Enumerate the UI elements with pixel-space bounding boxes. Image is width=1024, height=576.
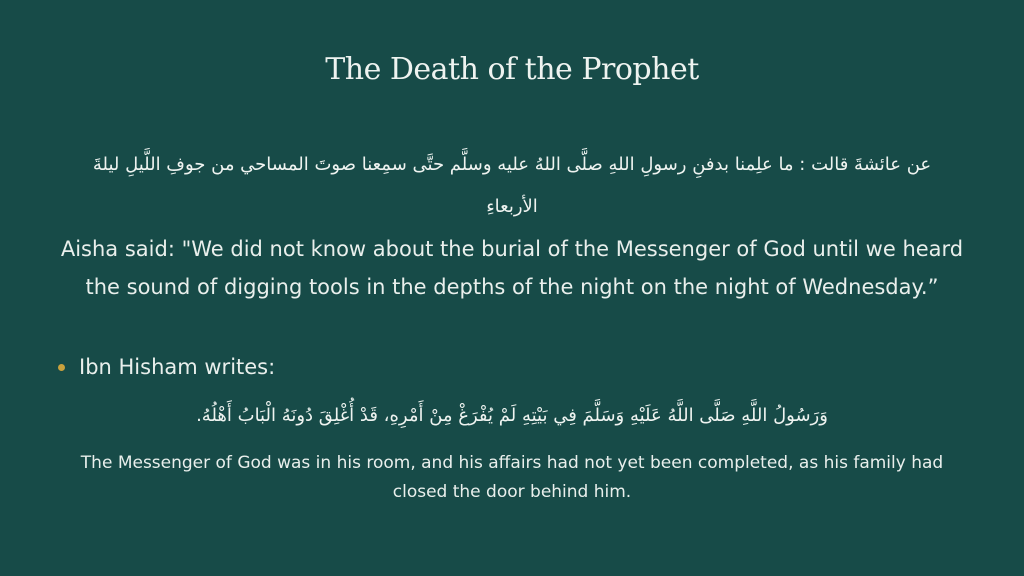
bullet-label: Ibn Hisham writes: (79, 355, 276, 379)
arabic-quote-aisha: عن عائشةَ قالت : ما علِمنا بدفنِ رسولِ اللهِ صلَّى اللهُ عليه وسلَّم حتَّى سمِعنا صوتَ المساحي من جوفِ اللَّيلِ ليلةَ الأربعاءِ (92, 154, 932, 217)
slide-title: The Death of the Prophet (325, 52, 699, 87)
arabic-quote-ibn-hisham: وَرَسُولُ اللَّهِ صَلَّى اللَّهُ عَلَيْهِ وَسَلَّمَ فِي بَيْتِهِ لَمْ يُفْرَغْ مِنْ أَمْرِهِ، قَدْ أُغْلِقَ دُونَهُ الْبَابُ أَهْلُهُ. (196, 405, 828, 426)
bullet-dot-icon (58, 364, 65, 371)
translation-aisha: Aisha said: "We did not know about the burial of the Messenger of God until we heard the sound of digging tools in the depths of the night on the night of Wednesday.” (60, 237, 964, 299)
bullet-item (58, 355, 275, 379)
translation-ibn-hisham: The Messenger of God was in his room, and his affairs had not yet been completed, as his family had closed the door behind him. (80, 453, 944, 502)
